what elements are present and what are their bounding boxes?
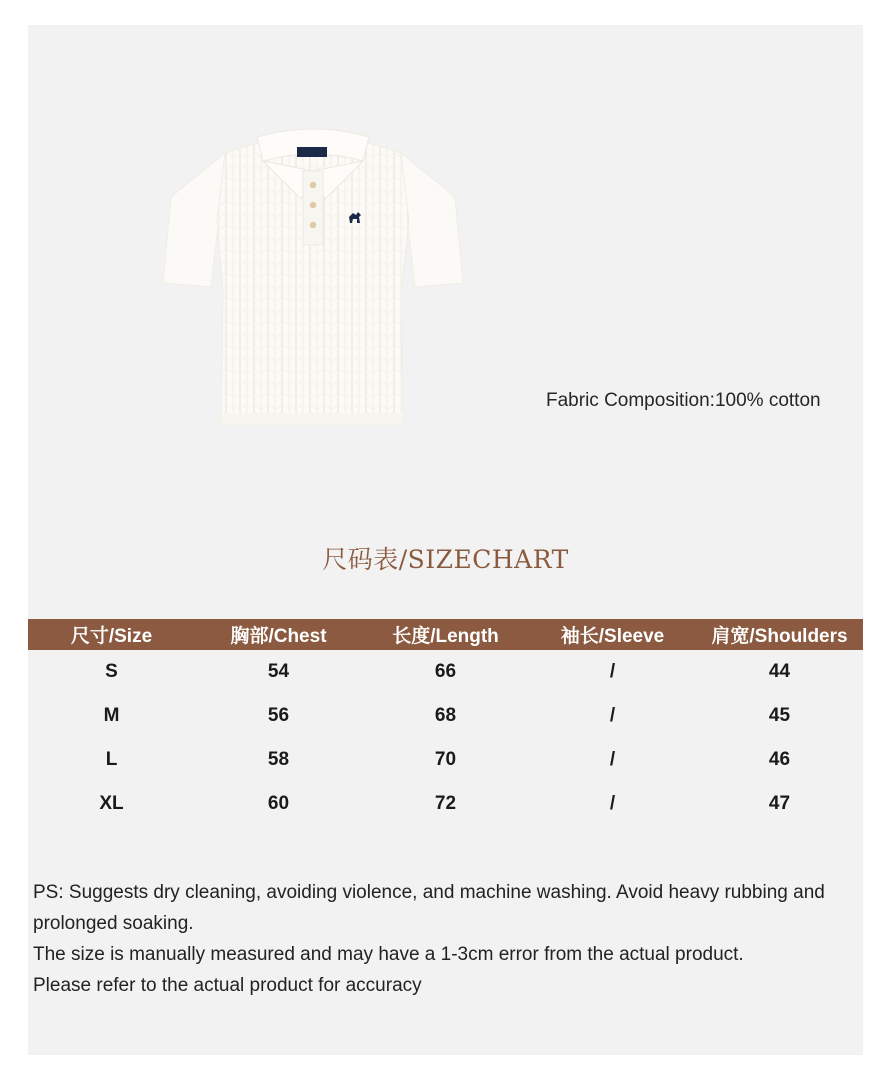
- cell-shoulders: 45: [768, 705, 791, 726]
- cell-shoulders: 47: [768, 793, 791, 814]
- header-chest: 胸部/Chest: [195, 619, 362, 650]
- cell-length: 66: [434, 661, 457, 682]
- table-row: [28, 738, 863, 782]
- cell-chest: 58: [267, 749, 290, 770]
- cell-sleeve: /: [609, 793, 616, 814]
- product-detail-panel: [28, 25, 863, 1055]
- cell-size: S: [105, 661, 118, 682]
- care-notes: [33, 877, 858, 1001]
- cell-sleeve: /: [609, 705, 616, 726]
- table-row: [28, 782, 863, 826]
- cell-sleeve: /: [609, 749, 616, 770]
- cell-shoulders: 46: [768, 749, 791, 770]
- header-size: 尺寸/Size: [28, 619, 195, 650]
- cell-chest: 56: [267, 705, 290, 726]
- accuracy-note: Please refer to the actual product for accuracy: [33, 975, 422, 996]
- cell-shoulders: 44: [768, 661, 791, 682]
- table-header-row: [28, 619, 863, 650]
- cell-size: L: [105, 749, 118, 770]
- cell-length: 70: [434, 749, 457, 770]
- size-chart-table: [28, 619, 863, 826]
- header-sleeve: 袖长/Sleeve: [529, 619, 696, 650]
- fabric-composition: Fabric Composition:100% cotton: [546, 390, 821, 411]
- cell-chest: 54: [267, 661, 290, 682]
- cell-size: XL: [99, 793, 124, 814]
- product-image-polo-shirt: [153, 125, 473, 455]
- cell-sleeve: /: [609, 661, 616, 682]
- table-row: [28, 650, 863, 694]
- cell-length: 68: [434, 705, 457, 726]
- cell-length: 72: [434, 793, 457, 814]
- cell-chest: 60: [267, 793, 290, 814]
- care-instructions: PS: Suggests dry cleaning, avoiding violence, and machine washing. Avoid heavy rubbing and prolonged soaking.: [33, 882, 825, 934]
- table-row: [28, 694, 863, 738]
- cell-size: M: [103, 705, 120, 726]
- header-shoulders: 肩宽/Shoulders: [696, 619, 863, 650]
- header-length: 长度/Length: [362, 619, 529, 650]
- measurement-note: The size is manually measured and may have a 1-3cm error from the actual product.: [33, 944, 744, 965]
- size-chart-title: 尺码表/SIZECHART: [322, 545, 569, 574]
